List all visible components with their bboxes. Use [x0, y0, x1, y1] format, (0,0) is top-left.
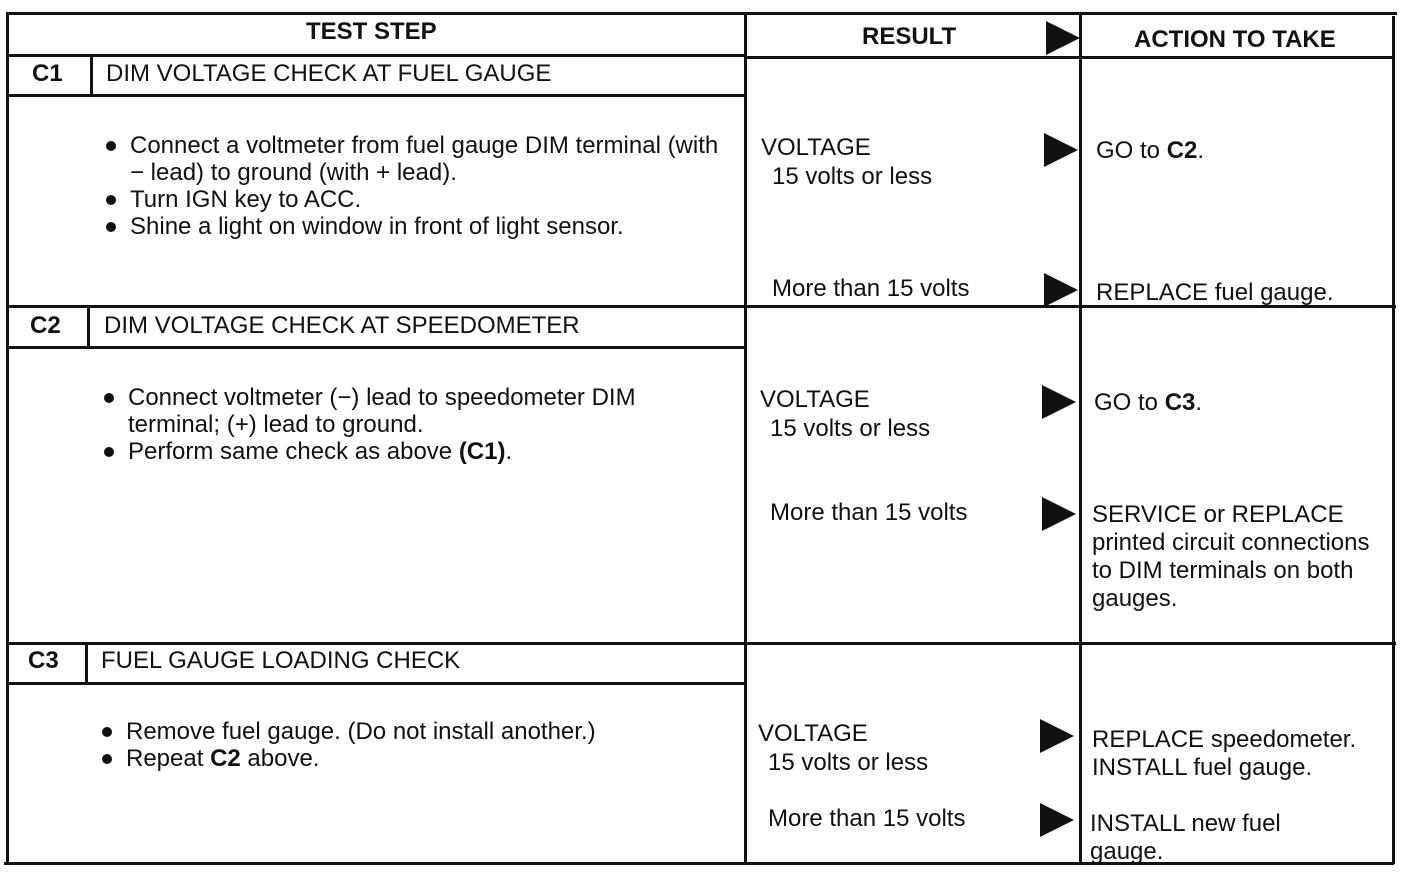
c1-action-2-pre: REPLACE fuel gauge.: [1096, 279, 1334, 306]
c2-action-1-ref: C3: [1164, 389, 1196, 416]
c3-bullet-1-text: Remove fuel gauge. (Do not install another.): [126, 718, 596, 745]
header-divider-left: [6, 54, 746, 57]
c3-title: FUEL GAUGE LOADING CHECK: [101, 647, 461, 674]
c2-bullet-2-ref: (C1): [458, 438, 506, 465]
c2-action-1-pre: GO to: [1094, 389, 1165, 416]
c2-result-label: VOLTAGE: [760, 386, 870, 413]
c3-title-divider: [6, 682, 746, 685]
table-border-top: [6, 12, 1397, 15]
c2-result-1: 15 volts or less: [770, 415, 931, 442]
c3-bullets: [100, 718, 720, 772]
c1-id: C1: [32, 60, 63, 87]
c1-result-1: 15 volts or less: [772, 163, 933, 190]
c1-bullet-1-text: Connect a voltmeter from fuel gauge DIM terminal (with − lead) to ground (with + lead).: [130, 132, 719, 186]
c3-action-2: [1090, 810, 1320, 866]
c2-c3-divider: [6, 642, 1396, 645]
c1-id-divider: [90, 56, 93, 96]
c2-action-1-post: .: [1195, 389, 1203, 416]
c2-bullet-2-post: .: [505, 438, 513, 465]
c3-action-2-pre: INSTALL new fuel gauge.: [1090, 810, 1281, 865]
c3-bullet-1: [100, 718, 720, 745]
table-border-left: [6, 12, 9, 864]
c1-bullet-3: [104, 213, 724, 240]
c2-id-divider: [87, 307, 90, 348]
c3-bullet-2: [100, 745, 720, 772]
column-divider-action: [1079, 14, 1082, 864]
c1-action-1: [1096, 137, 1204, 165]
c1-bullet-3-text: Shine a light on window in front of light sensor.: [130, 213, 624, 240]
c1-result-label: VOLTAGE: [761, 134, 871, 161]
c3-bullet-2-ref: C2: [210, 745, 241, 772]
c3-result-2: More than 15 volts: [768, 805, 966, 832]
c3-id-divider: [85, 644, 88, 684]
c1-action-1-post: .: [1197, 137, 1205, 164]
c1-title-divider: [6, 94, 746, 97]
c2-result-2: More than 15 volts: [770, 499, 968, 526]
c1-bullet-2-text: Turn IGN key to ACC.: [130, 186, 362, 213]
c2-action-1: [1094, 389, 1202, 417]
c2-bullet-1: [102, 384, 702, 438]
header-arrow-icon: [1046, 21, 1080, 55]
c2-action-2-pre: SERVICE or REPLACE printed circuit connections to DIM terminals on both gauges.: [1092, 501, 1370, 612]
column-divider-result: [744, 14, 747, 864]
c1-bullet-2: [104, 186, 724, 213]
c1-result-2: More than 15 volts: [772, 275, 970, 302]
c3-action-1: [1092, 726, 1382, 782]
header-result: RESULT: [862, 23, 957, 50]
c2-arrow-1-icon: [1042, 385, 1076, 419]
c2-bullets: [102, 384, 702, 465]
c2-bullet-1-text: Connect voltmeter (−) lead to speedometer DIM terminal; (+) lead to ground.: [128, 384, 636, 438]
c1-action-1-ref: C2: [1166, 137, 1198, 164]
c3-bullet-2-text: Repeat: [126, 745, 211, 772]
c1-bullet-1: [104, 132, 724, 186]
c1-arrow-1-icon: [1044, 133, 1078, 167]
c2-id: C2: [30, 312, 61, 339]
c2-title-divider: [6, 346, 746, 349]
c3-result-label: VOLTAGE: [758, 720, 868, 747]
c3-arrow-2-icon: [1040, 803, 1074, 837]
c2-title: DIM VOLTAGE CHECK AT SPEEDOMETER: [104, 312, 580, 339]
c2-bullet-2: [102, 438, 702, 465]
c2-bullet-2-text: Perform same check as above: [128, 438, 459, 465]
c3-arrow-1-icon: [1040, 719, 1074, 753]
c1-action-1-pre: GO to: [1096, 137, 1167, 164]
c3-action-1-pre: REPLACE speedometer. INSTALL fuel gauge.: [1092, 726, 1357, 781]
header-action: ACTION TO TAKE: [1134, 26, 1336, 53]
c1-title: DIM VOLTAGE CHECK AT FUEL GAUGE: [106, 60, 552, 87]
c1-arrow-2-icon: [1044, 273, 1078, 307]
c2-action-2: [1092, 501, 1382, 613]
table-border-right: [1392, 16, 1395, 864]
header-divider-right: [746, 56, 1394, 59]
c3-result-1: 15 volts or less: [768, 749, 929, 776]
c2-arrow-2-icon: [1042, 497, 1076, 531]
c1-action-2: [1096, 279, 1333, 307]
header-test-step: TEST STEP: [306, 18, 437, 45]
c1-bullets: [104, 132, 724, 240]
c3-bullet-2-post: above.: [240, 745, 320, 772]
c3-id: C3: [28, 647, 59, 674]
